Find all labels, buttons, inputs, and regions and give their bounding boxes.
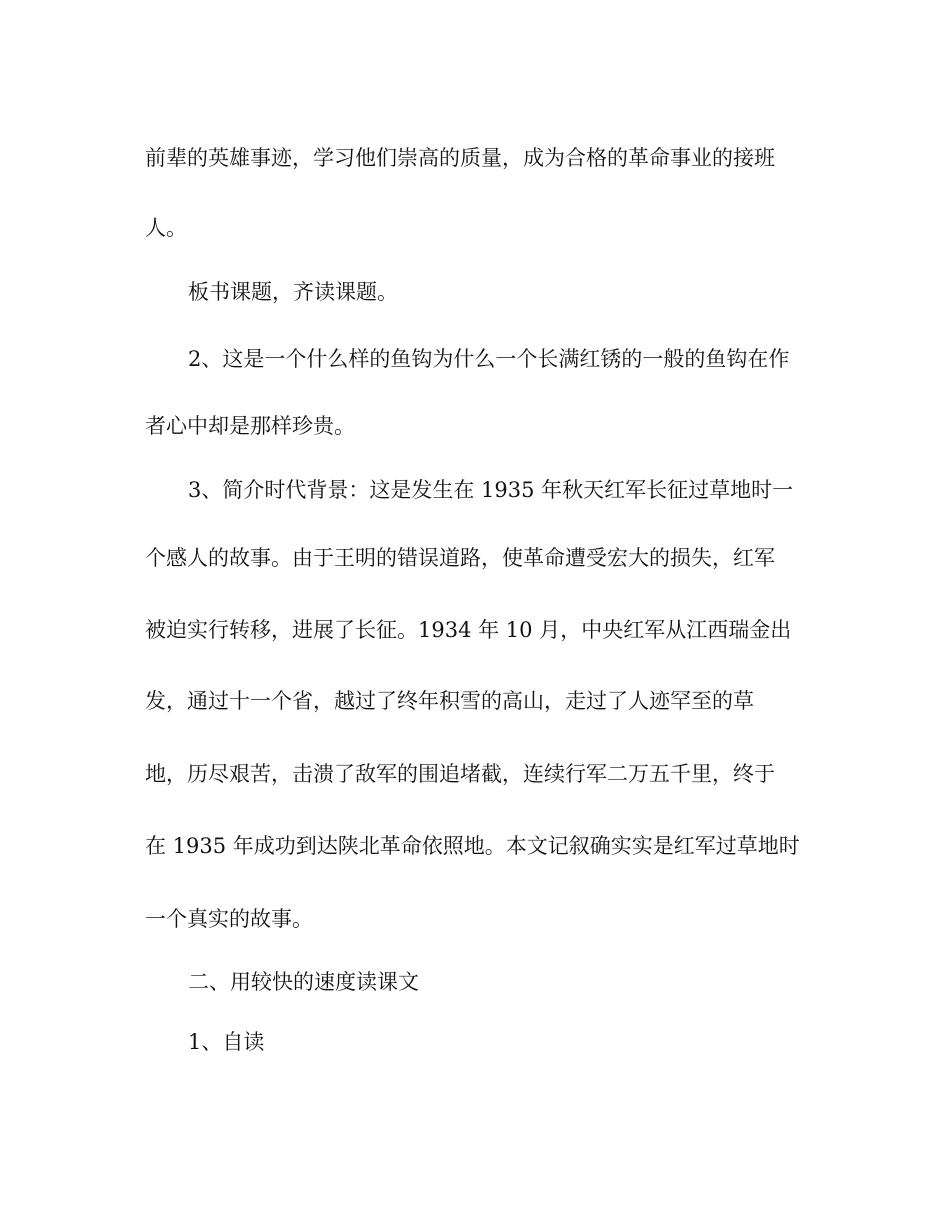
text-line-10: 地，历尽艰苦，击溃了敌军的围追堵截，连续行军二万五千里，终于 <box>145 762 775 786</box>
text-line-9: 发，通过十一个省，越过了终年积雪的高山，走过了人迹罕至的草 <box>145 689 754 713</box>
text-line-14: 1、自读 <box>188 1030 265 1054</box>
text-line-2: 人。 <box>145 216 187 240</box>
text-line-6: 3、简介时代背景：这是发生在 1935 年秋天红军长征过草地时一 <box>188 478 794 502</box>
text-line-4: 2、这是一个什么样的鱼钩为什么一个长满红锈的一般的鱼钩在作 <box>188 347 790 371</box>
text-line-13: 二、用较快的速度读课文 <box>188 970 419 994</box>
text-line-7: 个感人的故事。由于王明的错误道路，使革命遭受宏大的损失，红军 <box>145 546 775 570</box>
text-line-3: 板书课题，齐读课题。 <box>188 280 398 304</box>
text-line-1: 前辈的英雄事迹，学习他们崇高的质量，成为合格的革命事业的接班 <box>145 146 775 170</box>
text-line-8: 被迫实行转移，进展了长征。1934 年 10 月，中央红军从江西瑞金出 <box>145 618 792 642</box>
text-line-5: 者心中却是那样珍贵。 <box>145 414 355 438</box>
text-line-11: 在 1935 年成功到达陕北革命依照地。本文记叙确实实是红军过草地时 <box>145 834 800 858</box>
text-line-12: 一个真实的故事。 <box>145 907 313 931</box>
